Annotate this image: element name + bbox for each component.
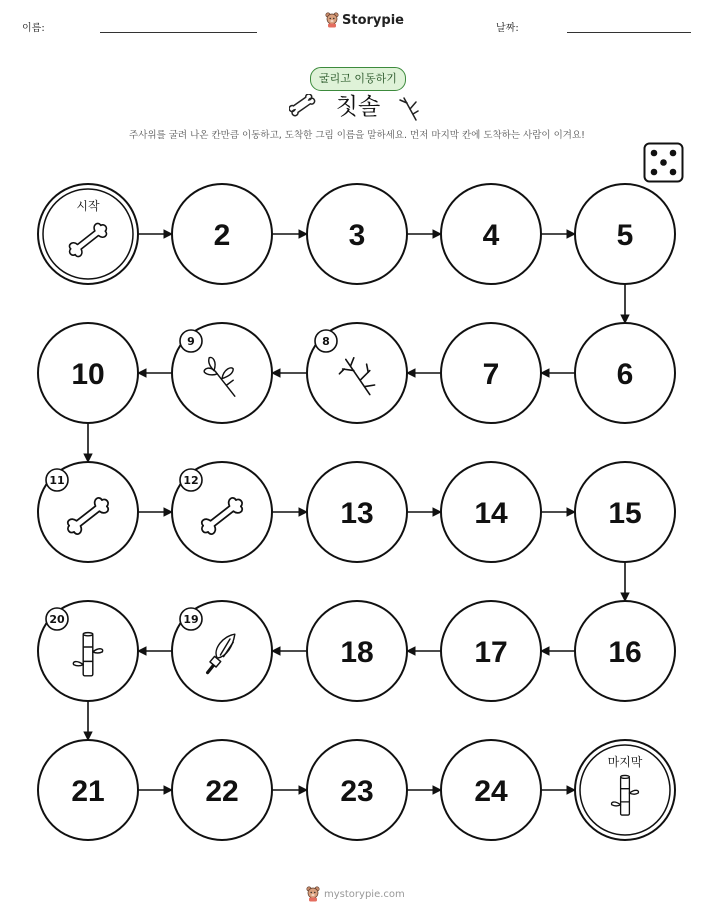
board-space[interactable] [307,462,407,562]
instructions-text: 주사위를 굴려 나온 칸만큼 이동하고, 도착한 그림 이름을 말하세요. 먼저 마지막 칸에 도착하는 사람이 이겨요! [129,130,585,141]
footer [306,886,405,902]
space-number: 14 [474,497,508,530]
board-space[interactable] [575,184,675,284]
space-number: 16 [608,636,642,669]
name-label: 이름: [22,23,45,34]
board-space[interactable] [307,323,407,423]
space-number: 15 [608,497,642,530]
board-space[interactable] [38,323,138,423]
board-space[interactable] [307,184,407,284]
brand-name: Storypie [342,12,404,28]
space-number: 24 [474,775,508,808]
board-space[interactable] [441,601,541,701]
start-label: 시작 [76,199,100,213]
space-number: 17 [474,636,508,669]
finish-label: 마지막 [607,755,643,769]
board-space[interactable] [172,184,272,284]
space-number: 8 [322,335,330,348]
board-space[interactable] [172,740,272,840]
board-space[interactable] [441,462,541,562]
board-space[interactable] [172,601,272,701]
space-number: 12 [183,474,199,487]
space-number: 3 [348,219,366,252]
space-number: 2 [213,219,231,252]
board-space[interactable] [38,462,138,562]
space-number: 18 [340,636,374,669]
activity-badge: 굴리고 이동하기 [310,67,406,91]
space-number: 23 [340,775,374,808]
footer-url: mystorypie.com [324,888,405,900]
board-space[interactable] [575,601,675,701]
space-number: 22 [205,775,239,808]
space-number: 19 [183,613,199,626]
space-number: 4 [482,219,500,252]
space-number: 9 [187,335,195,348]
board-space[interactable] [441,740,541,840]
board-space[interactable] [38,740,138,840]
finish-space[interactable] [575,740,675,840]
board-space[interactable] [172,323,272,423]
board-space[interactable] [441,184,541,284]
start-space[interactable] [38,184,138,284]
space-number: 5 [616,219,634,252]
board-space[interactable] [307,740,407,840]
board-space[interactable] [38,601,138,701]
board-space[interactable] [307,601,407,701]
board-space[interactable] [575,462,675,562]
board-space[interactable] [575,323,675,423]
bear-mascot-icon [306,886,320,902]
page-title: 칫솔 [335,94,381,120]
space-number: 13 [340,497,374,530]
space-number: 11 [49,474,65,487]
space-number: 7 [482,358,500,391]
space-number: 20 [49,613,65,626]
date-label: 날짜: [496,23,519,34]
space-number: 6 [616,358,634,391]
board-space[interactable] [172,462,272,562]
board-space[interactable] [441,323,541,423]
space-number: 10 [71,358,105,391]
space-number: 21 [71,775,105,808]
